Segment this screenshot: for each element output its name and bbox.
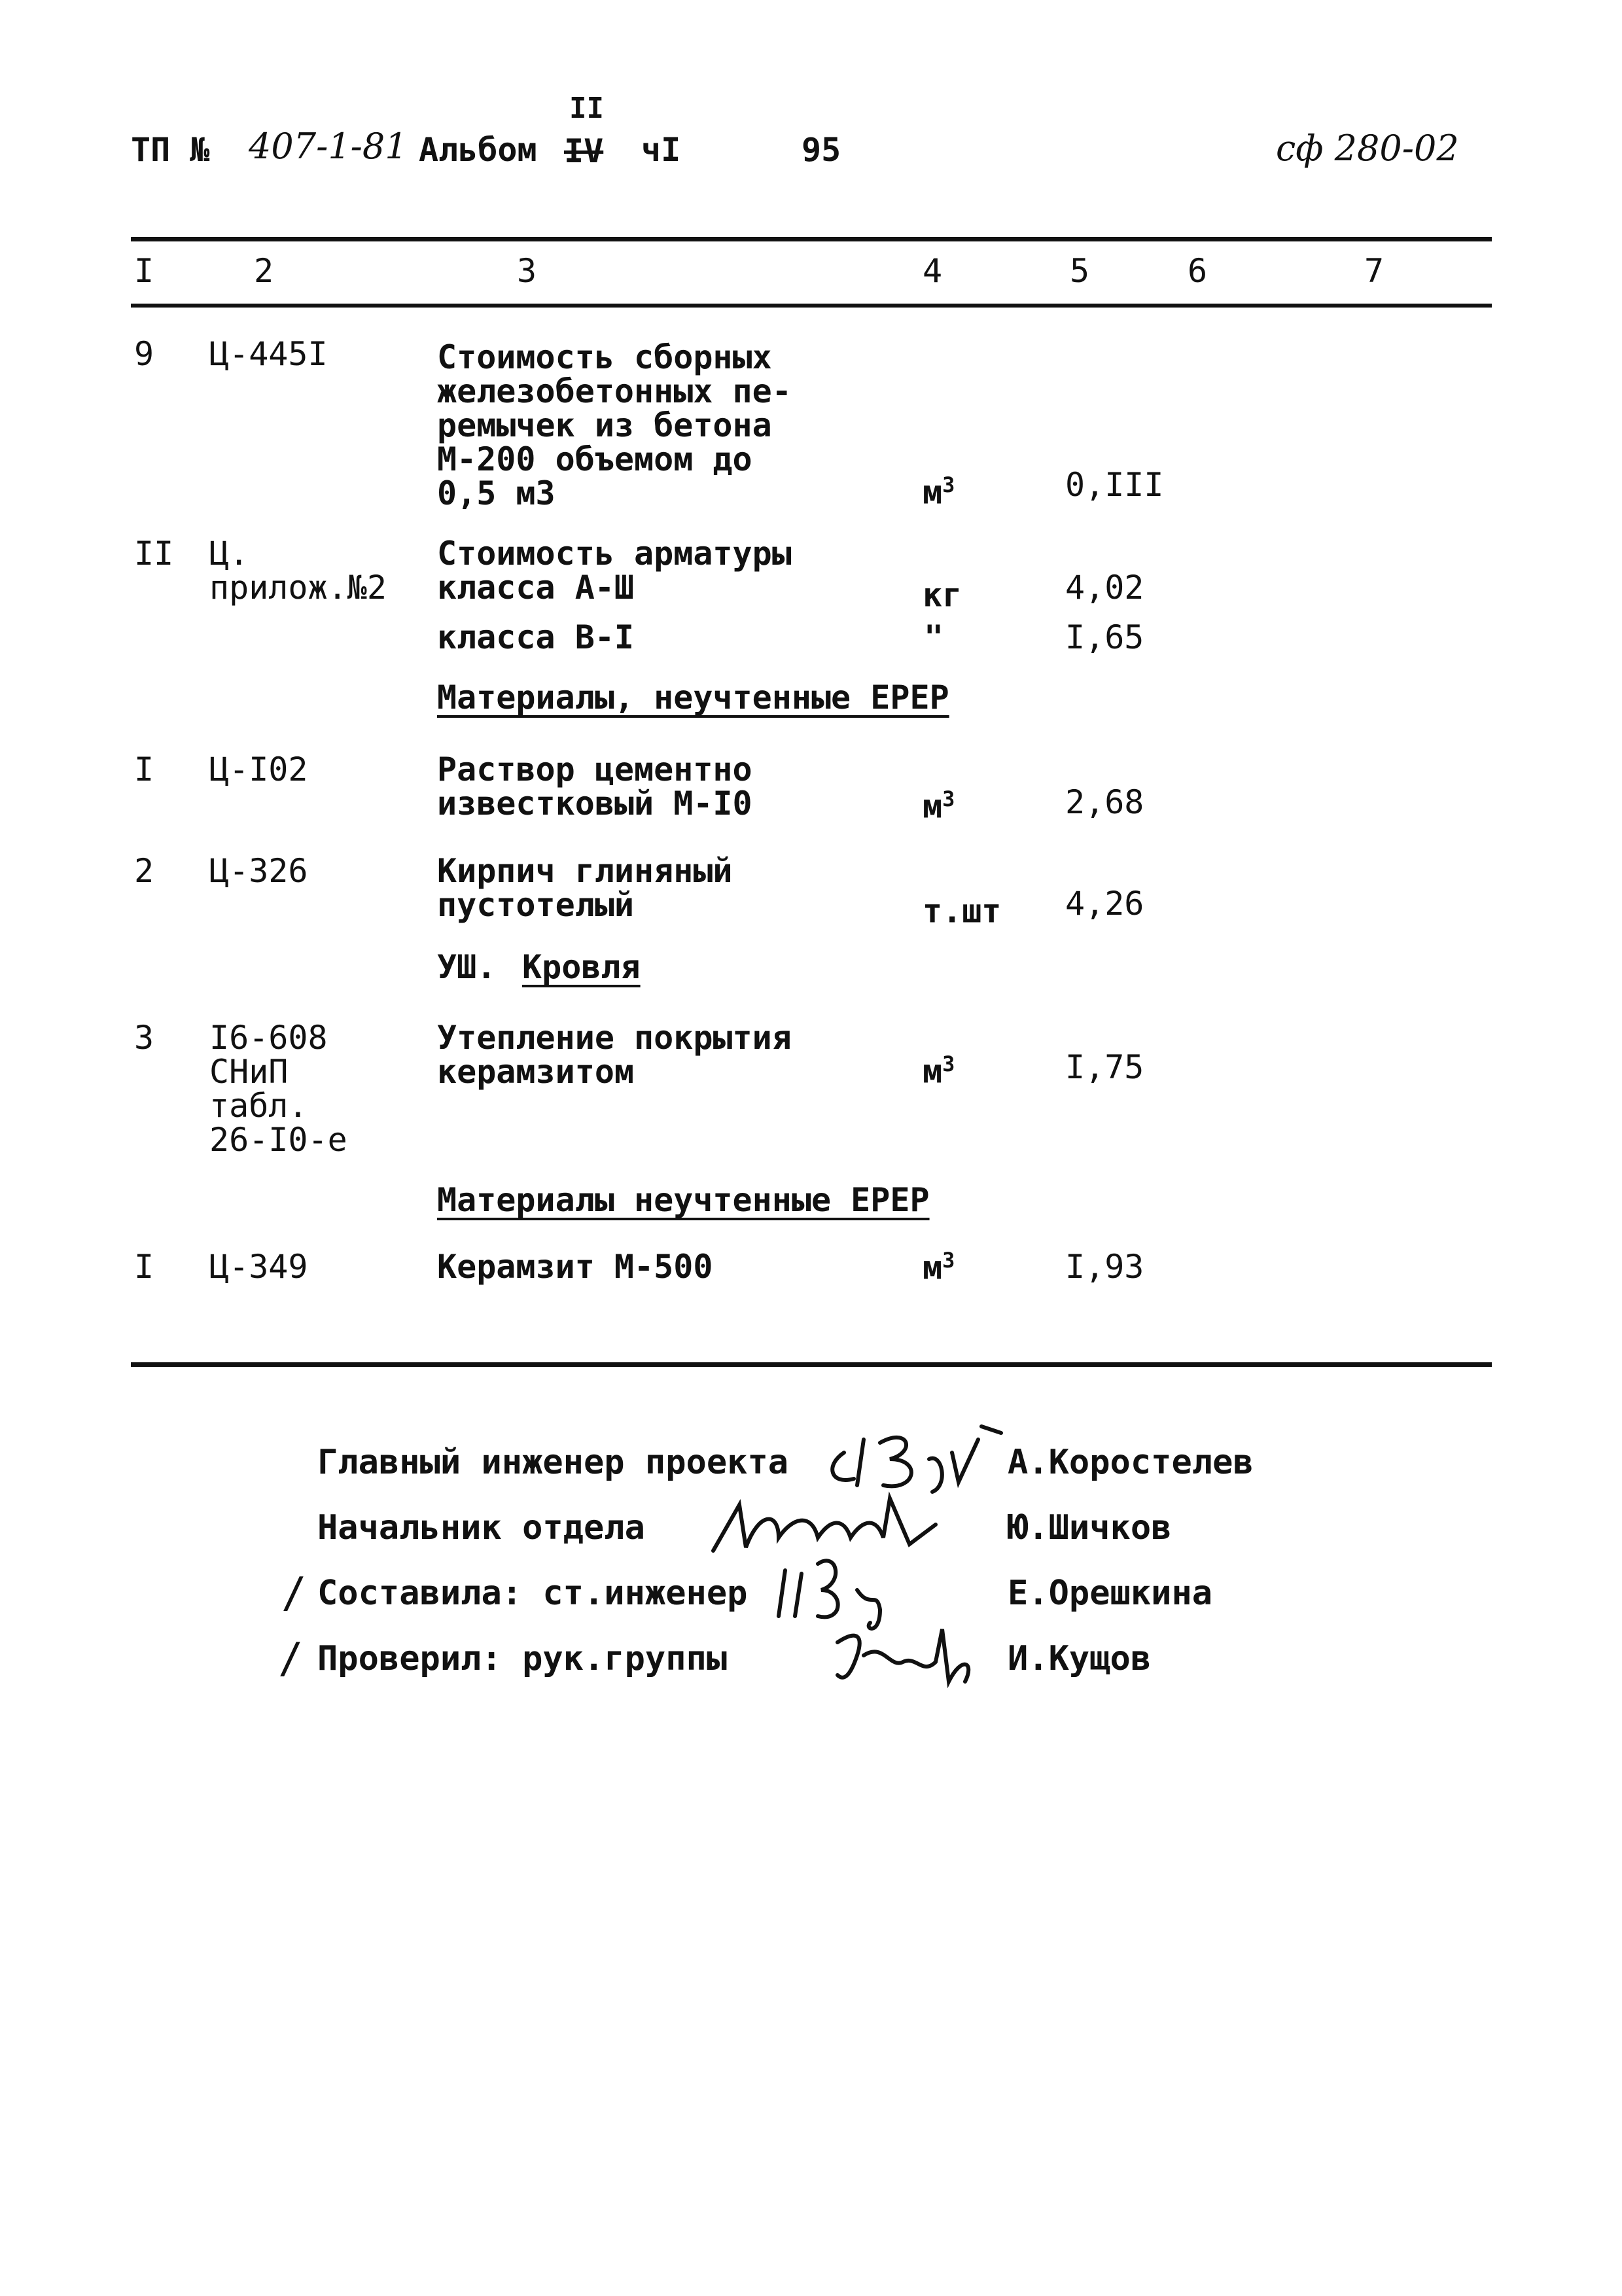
row-number: 9 [134, 335, 154, 373]
signature-name: И.Кущов [1008, 1639, 1152, 1678]
row-description: Кирпич глиняный пустотелый [437, 852, 733, 924]
row-description: Стоимость сборных железобетонных пе- ремычек из бетона М-200 объемом до 0,5 м3 [437, 338, 792, 512]
row-description: Керамзит М-500 [437, 1248, 713, 1286]
signature-role: Проверил: рук.группы [317, 1639, 728, 1678]
table-bottom-rule [131, 1362, 1492, 1367]
row-number: I [134, 751, 154, 788]
row-quantity: 2,68 [1065, 783, 1144, 821]
row-unit: $м^3$ [923, 1051, 955, 1091]
row-code: Ц-349 [209, 1248, 308, 1286]
tp-number: 407-1-81 [249, 126, 408, 167]
tp-label: ТП № [131, 131, 210, 169]
row-unit: $м^3$ [923, 1248, 955, 1287]
table-top-rule [131, 237, 1492, 241]
sheet-code: сф 280-02 [1276, 128, 1459, 169]
row-description: Утепление покрытия керамзитом [437, 1019, 792, 1091]
signature-mark: / [278, 1634, 304, 1683]
row-number: 3 [134, 1019, 154, 1057]
signature-role: Главный инженер проекта [317, 1443, 789, 1482]
signature-name: Е.Орешкина [1008, 1574, 1213, 1613]
signature-role: Начальник отдела [317, 1508, 645, 1547]
row-code: Ц. прилож.№2 [209, 535, 387, 607]
header-bottom-rule [131, 304, 1492, 308]
row-unit: " [924, 618, 944, 656]
section-prefix: УШ. [437, 948, 497, 986]
col-header-7: 7 [1364, 252, 1384, 290]
col-header-1: I [134, 252, 154, 290]
album-volume: II [569, 92, 604, 125]
row-quantity: 4,26 [1065, 885, 1144, 923]
row-unit: т.шт [923, 892, 1002, 930]
row-number: I [134, 1248, 154, 1286]
row-quantity: 4,02 [1065, 569, 1144, 607]
section-title: Кровля [522, 948, 641, 986]
section-title: Материалы, неучтенные ЕРЕР [437, 679, 949, 716]
row-number: II [134, 535, 174, 573]
row-description: класса В-I [437, 618, 635, 656]
row-quantity: I,75 [1065, 1048, 1144, 1086]
album-volume-struck: IV [564, 132, 604, 170]
row-quantity: I,65 [1065, 618, 1144, 656]
signature-name: А.Коростелев [1008, 1443, 1254, 1482]
signature-scribble-4 [818, 1616, 988, 1695]
doc-header [0, 0, 1622, 183]
page-number: 95 [802, 131, 841, 169]
row-description: Раствор цементно известковый М-I0 [437, 751, 752, 822]
row-quantity: 0,III [1065, 466, 1164, 504]
signature-role: Составила: ст.инженер [317, 1574, 748, 1613]
album-label: Альбом [419, 131, 537, 169]
row-description: Стоимость арматуры класса А-Ш [437, 535, 792, 607]
col-header-4: 4 [923, 252, 943, 290]
row-code: Ц-326 [209, 852, 308, 890]
row-code: Ц-445I [209, 335, 328, 373]
signature-name: Ю.Шичков [1008, 1508, 1172, 1547]
col-header-6: 6 [1188, 252, 1208, 290]
part-label: чI [641, 131, 681, 169]
row-number: 2 [134, 852, 154, 890]
row-unit: $м^3$ [923, 472, 955, 512]
section-title: Материалы неучтенные ЕРЕР [437, 1181, 930, 1219]
row-quantity: I,93 [1065, 1248, 1144, 1286]
col-header-3: 3 [517, 252, 537, 290]
row-code: I6-608 СНиП табл. 26-I0-е [209, 1019, 347, 1159]
col-header-5: 5 [1070, 252, 1090, 290]
row-code: Ц-I02 [209, 751, 308, 788]
row-unit: кг [923, 576, 962, 614]
row-unit: $м^3$ [923, 786, 955, 826]
col-header-2: 2 [254, 252, 274, 290]
signature-mark: / [281, 1569, 307, 1617]
